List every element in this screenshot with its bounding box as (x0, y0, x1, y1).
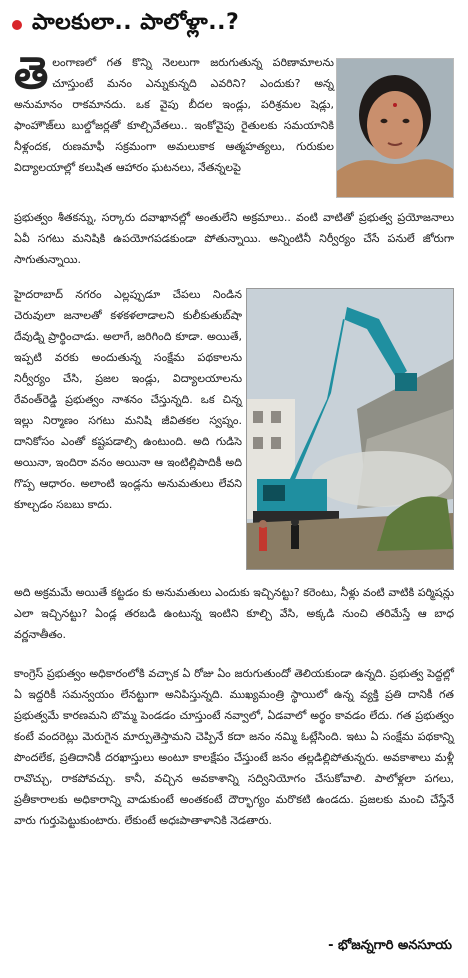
author-portrait (336, 58, 454, 198)
author-byline: - భోజన్నగారి అనసూయ (328, 938, 452, 953)
article-headline: పాలకులా.. పాలోళ్లా..? (32, 10, 240, 35)
congress-government-paragraph: కాంగ్రెస్ ప్రభుత్వం అధికారంలోకి వచ్చాక ఏ రోజు ఏం జరుగుతుందో తెలియకుండా ఉన్నది. ప్రభుత్వ పెద్దల్లో ఏ ఇద్దరికీ సమన్వయం లేనట్టుగా అనిపిస్తున్నది. ముఖ్యమంత్రి స్థాయిలో ఉన్న వ్యక్తి ప్రతి దానికీ గత ప్రభుత్వమే కారణమని బొమ్మ పెండడం చూస్తుంటే నవ్వాలో, ఏడవాలో అర్థం కావడం లేదు. గత ప్రభుత్వం కంటే వందరెట్లు మెరుగైన మార్పుతెస్తామని చెప్పినే కదా జనం నమ్మి ఓట్లేసింది. ఇటు ఏ సంక్షేమ పథకాన్ని పొందలేక, ప్రతిదానికీ దరఖాస్తులు అంటూ కాలక్షేపం చేస్తుంటే జనం తల్లడిల్లిపోతున్నరు. అవకాశాలు మళ్లీ రావొచ్చు, రాకపోవచ్చు. కానీ, వచ్చిన అవకాశాన్ని సద్వినియోగం చేసుకోవాలి. పాలోళ్లలా పగలు, ప్రతీకారాలకు అధికారాన్ని వాడుకుంటే అంతకంటే దౌర్భాగ్యం మరొకటి ఉండదు. ప్రజలకు మంచి చేస్తేనే వారు గుర్తుపెట్టుకుంటారు. లేకుంటే అధఃపాతాళానికి నెడతారు. (14, 667, 454, 827)
author-portrait-icon (337, 59, 453, 197)
drop-cap: తె (14, 48, 49, 99)
intro-paragraph-continued: ప్రభుత్వం శీతకన్ను, సర్కారు దవాఖానల్లో అంతులేని అక్రమాలు.. వంటి వాటితో ప్రభుత్వ ప్రయోజనాలు ఏవీ సగటు మనిషికి ఉపయోగపడకుండా పోతున్నాయి. అన్నింటినీ నిర్వీర్యం చేసే పనులే జోరుగా సాగుతున్నాయి. (14, 211, 454, 266)
intro-paragraph (14, 48, 334, 178)
intro-paragraph-text: లంగాణలో గత కొన్ని నెలలుగా జరుగుతున్న పరిణామాలను చూస్తుంటే మనం ఎన్నుకున్నది ఎవరిని? ఎందుకు? అన్న అనుమానం రాకమానదు. ఒక వైపు బీదల ఇండ్లు, పరిశ్రమల షెడ్లు, ఫాంహౌజ్‌లు బుల్డోజర్లతో కూల్చివేతలు.. ఇంకోవైపు రైతులకు సమయానికి నీళ్లందక, రుణమాఫీ సక్రమంగా అమలుకాక ఆత్మహత్యలు, గురుకుల విద్యాలయాల్లో కలుషిత ఆహారం ఘటనలు, నేతన్నలపై (14, 56, 334, 174)
demolition-excavator-photo-icon (247, 289, 453, 569)
demolition-photo (246, 288, 454, 570)
question-paragraph: అది అక్రమమే అయితే కట్టడం కు అనుమతులు ఎందుకు ఇచ్చినట్టు? కరెంటు, నీళ్లు వంటి వాటికి పర్మిషన్లు ఎలా ఇచ్చినట్టు? ఏండ్ల తరబడి ఉంటున్న ఇంటిని కూల్చి వేసి, అక్కడి నుంచి తరిమేస్తే ఆ బాధ వర్ణనాతీతం. (14, 586, 454, 641)
red-dot-bullet-icon (12, 20, 22, 30)
hyderabad-paragraph: హైదరాబాద్ నగరం ఎల్లప్పుడూ చేపలు నిండిన చెరువులా జనాలతో కళకళలాడాలని కులీకుతుబ్‌షా దేవుడ్ని ప్రార్థించాడు. అలాగే, జరిగింది కూడా. అయితే, ఇప్పటి వరకు అందుతున్న సంక్షేమ పథకాలను నిర్వీర్యం చేసి, ప్రజల ఇండ్లు, విద్యాలయాలను రేవంత్‌రెడ్డి ప్రభుత్వం నాశనం చేస్తున్నది. ఒక చిన్న ఇల్లు నిర్మాణం సగటు మనిషి జీవితకల స్వప్నం. దానికోసం ఎంతో కష్టపడాల్సి ఉంటుంది. అది గుడిసె అయినా, ఇందిరా వనం అయినా ఆ ఇంటిల్లిపాదికీ అది గొప్ప ఆధారం. అలాంటి ఇండ్లను అనుమతులు లేవని కూల్చడం సబబు కాదు. (14, 288, 242, 511)
headline-bar (8, 8, 460, 42)
